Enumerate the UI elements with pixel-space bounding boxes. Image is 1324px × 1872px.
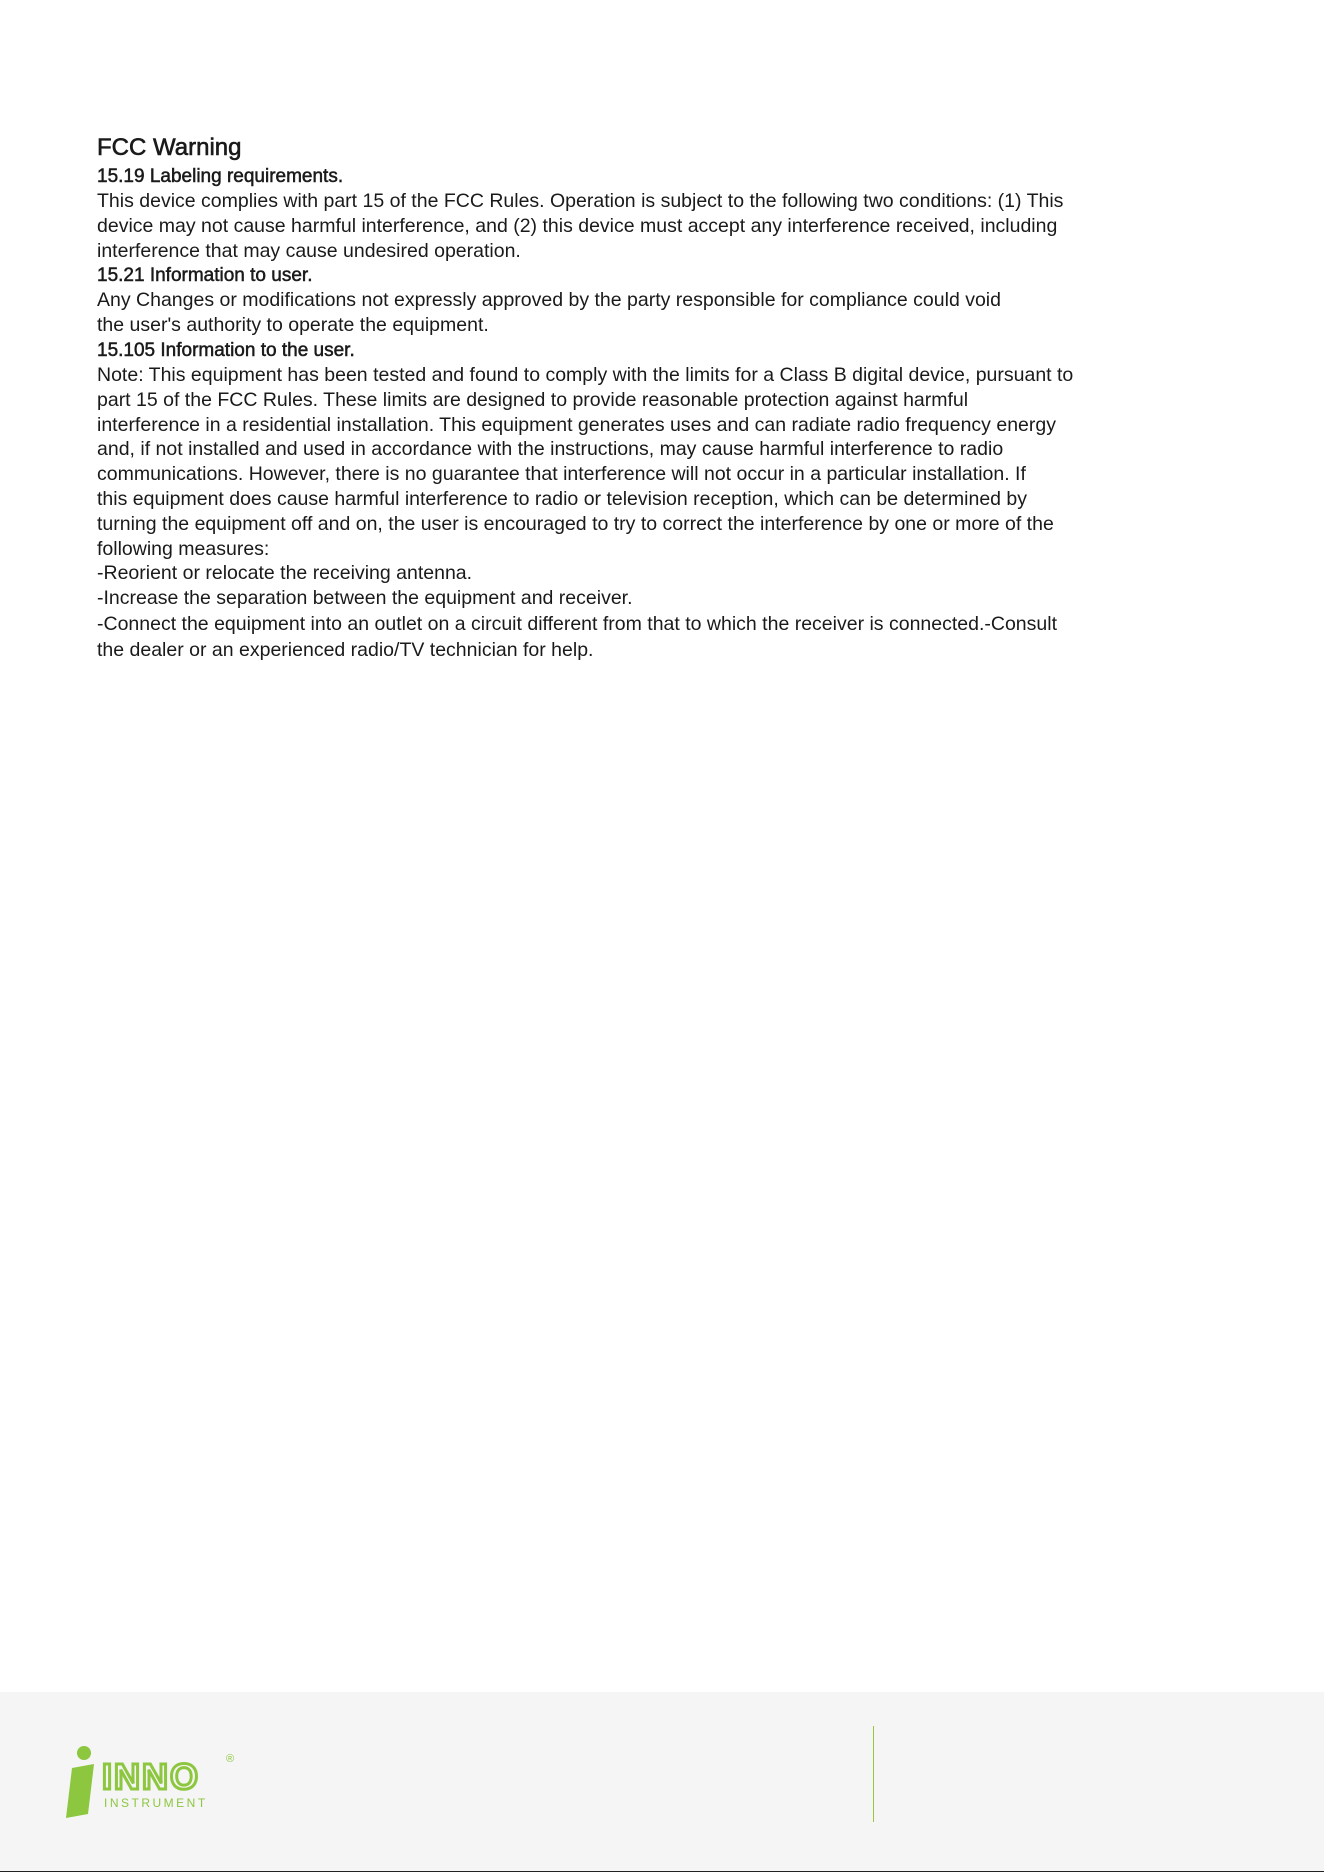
section-heading: 15.21 Information to user. [97,265,313,287]
section-body: Note: This equipment has been tested and found to comply with the limits for a Class B digital device, pursuant to part 15 of the FCC Rules. These limits are designed to provide reasonable protection against harmful interference in a residential installation. This equipment generates uses and can radiate radio frequency energy and, if not installed and used in accordance with the instructions, may cause harmful interference to radio communications. However, there is no guarantee that interference will not occur in a particular installation. If this equipment does cause harmful interference to radio or television reception, which can be determined by turning the equipment off and on, the user is encouraged to try to correct the interference by one or more of the following measures: [97,363,1074,560]
section-body: This device complies with part 15 of the FCC Rules. Operation is subject to the following two conditions: (1) This device may not cause harmful interference, and (2) this device must accept any interference received, including interference that may cause undesired operation. [97,190,1064,262]
measure-item: -Reorient or relocate the receiving antenna. [97,562,473,585]
page-footer [0,1692,1324,1872]
logo-subtext: INSTRUMENT [104,1796,208,1810]
document-content [97,132,1237,663]
logo-registered: ® [226,1753,235,1765]
section-heading: 15.105 Information to the user. [97,339,355,361]
inno-instrument-logo [62,1744,252,1824]
section-info-to-the-user [97,338,1237,561]
section-labeling [97,164,1237,263]
logo-i-dot [77,1746,91,1760]
measure-item: -Increase the separation between the equipment and receiver. [97,587,633,610]
measures-list [97,561,1237,663]
section-heading: 15.19 Labeling requirements. [97,166,344,187]
document-title: FCC Warning [97,134,242,161]
section-body: Any Changes or modifications not expressly approved by the party responsible for compliance could void the user's authority to operate the equipment. [97,289,1001,337]
section-info-to-user [97,263,1237,338]
logo-i-stem [66,1764,94,1818]
measure-item: -Connect the equipment into an outlet on a circuit different from that to which the receiver is connected.-Consult the dealer or an experienced radio/TV technician for help. [97,612,1057,661]
logo-text: INNO [102,1756,200,1797]
footer-divider [873,1726,874,1822]
